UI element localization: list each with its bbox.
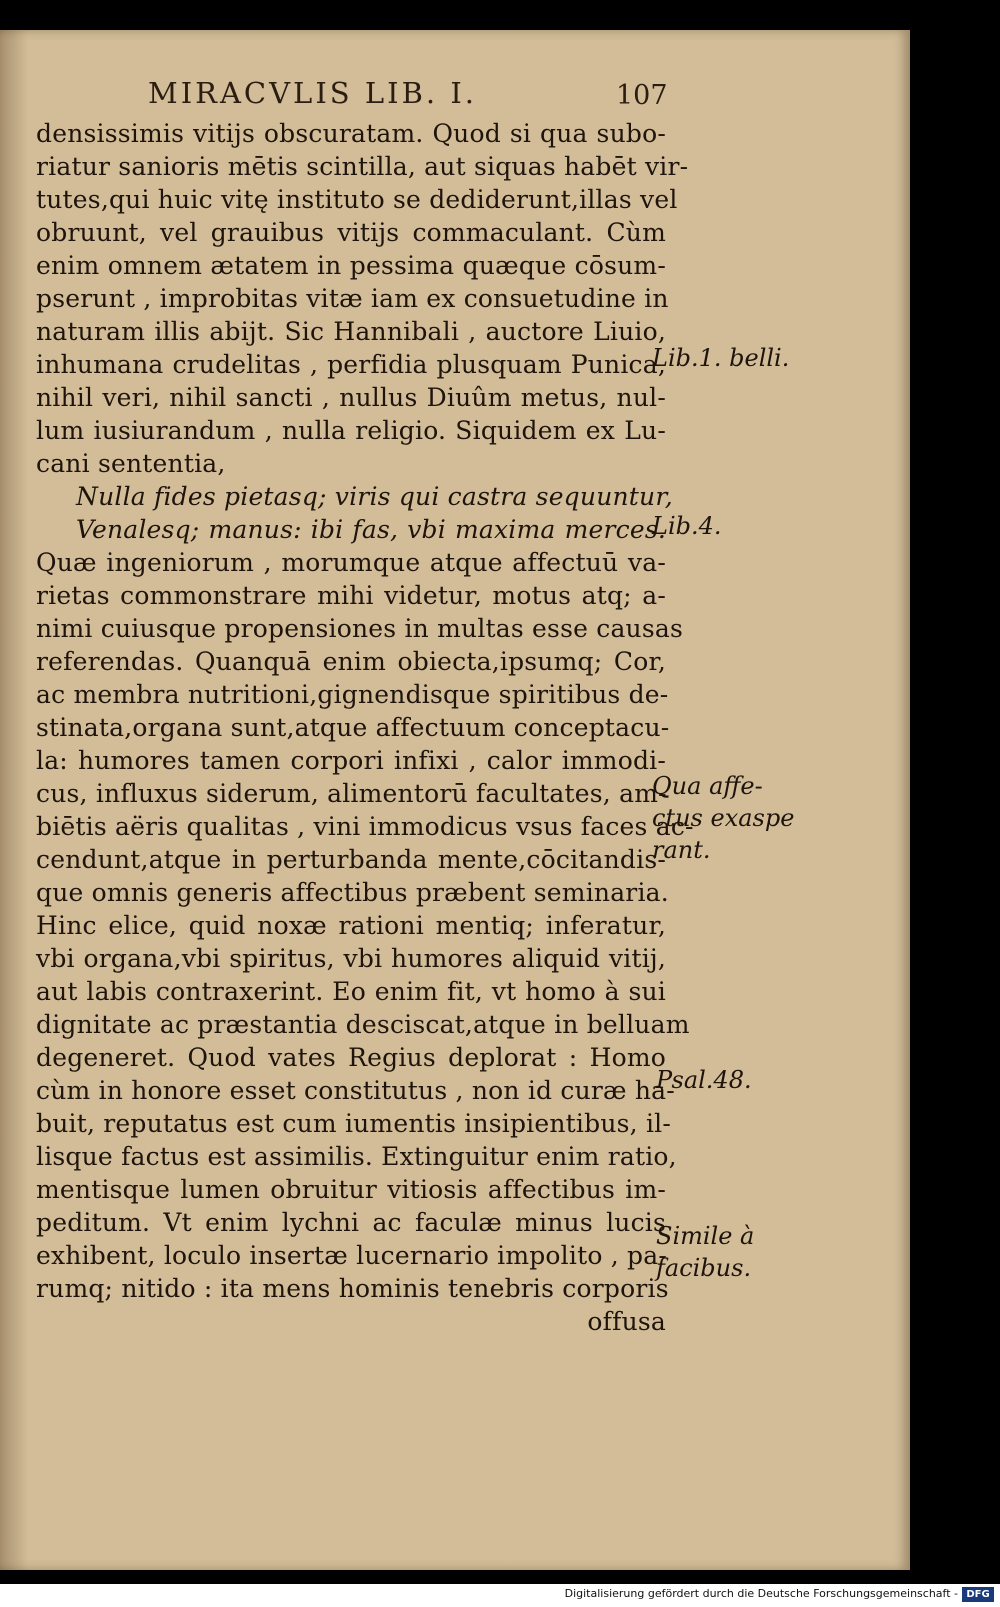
text-line: lum iusiurandum , nulla religio. Siquidem ex Lu- <box>36 416 666 445</box>
text-line: aut labis contraxerint. Eo enim fit, vt homo à sui <box>36 977 666 1006</box>
text-line: vbi organa,vbi spiritus, vbi humores aliquid vitij, <box>36 944 666 973</box>
text-line: tutes,qui huic vitę instituto se dediderunt,illas vel <box>36 185 678 214</box>
margin-note-simile: facibus. <box>656 1254 752 1282</box>
text-line: lisque factus est assimilis. Extinguitur enim ratio, <box>36 1142 677 1171</box>
text-line: cus, influxus siderum, alimentorū facultates, am- <box>36 779 667 808</box>
text-line: degeneret. Quod vates Regius deplorat : Homo <box>36 1043 666 1072</box>
text-line: que omnis generis affectibus præbent seminaria. <box>36 878 669 907</box>
running-title: MIRACVLIS LIB. I. <box>148 76 477 110</box>
margin-note-liuio: Lib.1. belli. <box>652 344 790 372</box>
text-line: rumq; nitido : ita mens hominis tenebris corporis <box>36 1274 669 1303</box>
margin-note-lucan: Lib.4. <box>652 512 722 540</box>
text-line: cani sententia, <box>36 449 226 478</box>
text-line: naturam illis abijt. Sic Hannibali , auctore Liuio, <box>36 317 666 346</box>
text-line: enim omnem ætatem in pessima quæque cōsum- <box>36 251 666 280</box>
verse-line: Nulla fides pietasq; viris qui castra sequuntur, <box>76 482 673 511</box>
text-line: offusa <box>587 1307 666 1336</box>
text-line: cùm in honore esset constitutus , non id curæ ha- <box>36 1076 675 1105</box>
margin-note-affectus: Qua affe- <box>652 772 763 800</box>
text-line: la: humores tamen corpori infixi , calor immodi- <box>36 746 666 775</box>
text-line: pserunt , improbitas vitæ iam ex consuetudine in <box>36 284 669 313</box>
text-line: Hinc elice, quid noxæ rationi mentiq; inferatur, <box>36 911 666 940</box>
text-line: nihil veri, nihil sancti , nullus Diuûm metus, nul- <box>36 383 666 412</box>
text-line: inhumana crudelitas , perfidia plusquam Punica, <box>36 350 666 379</box>
text-line: rietas commonstrare mihi videtur, motus atq; a- <box>36 581 666 610</box>
text-line: referendas. Quanquā enim obiecta,ipsumq; Cor, <box>36 647 666 676</box>
text-line: obruunt, vel grauibus vitijs commaculant. Cùm <box>36 218 666 247</box>
dfg-logo-icon: DFG <box>962 1587 994 1602</box>
margin-note-affectus: rant. <box>652 836 711 864</box>
funding-notice: Digitalisierung gefördert durch die Deutsche Forschungsgemeinschaft - <box>564 1587 958 1600</box>
text-line: Quæ ingeniorum , morumque atque affectuū va- <box>36 548 666 577</box>
text-line: mentisque lumen obruitur vitiosis affectibus im- <box>36 1175 666 1204</box>
text-line: biētis aëris qualitas , vini immodicus vsus faces ac- <box>36 812 694 841</box>
text-line: stinata,organa sunt,atque affectuum conceptacu- <box>36 713 670 742</box>
text-line: ac membra nutritioni,gignendisque spiritibus de- <box>36 680 669 709</box>
text-line: exhibent, loculo insertæ lucernario impolito , pa- <box>36 1241 667 1270</box>
text-line: riatur sanioris mētis scintilla, aut siquas habēt vir- <box>36 152 689 181</box>
footer-bar <box>0 1584 1000 1607</box>
text-line: peditum. Vt enim lychni ac faculæ minus lucis <box>36 1208 666 1237</box>
text-line: dignitate ac præstantia desciscat,atque in belluam <box>36 1010 690 1039</box>
margin-note-psal: Psal.48. <box>656 1066 752 1094</box>
text-line: buit, reputatus est cum iumentis insipientibus, il- <box>36 1109 671 1138</box>
text-line: densissimis vitijs obscuratam. Quod si qua subo- <box>36 119 666 148</box>
margin-note-simile: Simile à <box>656 1222 755 1250</box>
verse-line: Venalesq; manus: ibi fas, vbi maxima merces. <box>76 515 666 544</box>
text-line: nimi cuiusque propensiones in multas esse causas <box>36 614 684 643</box>
margin-note-affectus: ctus exaspe <box>652 804 795 832</box>
page-number: 107 <box>616 80 668 111</box>
text-line: cendunt,atque in perturbanda mente,cōcitandis- <box>36 845 666 874</box>
